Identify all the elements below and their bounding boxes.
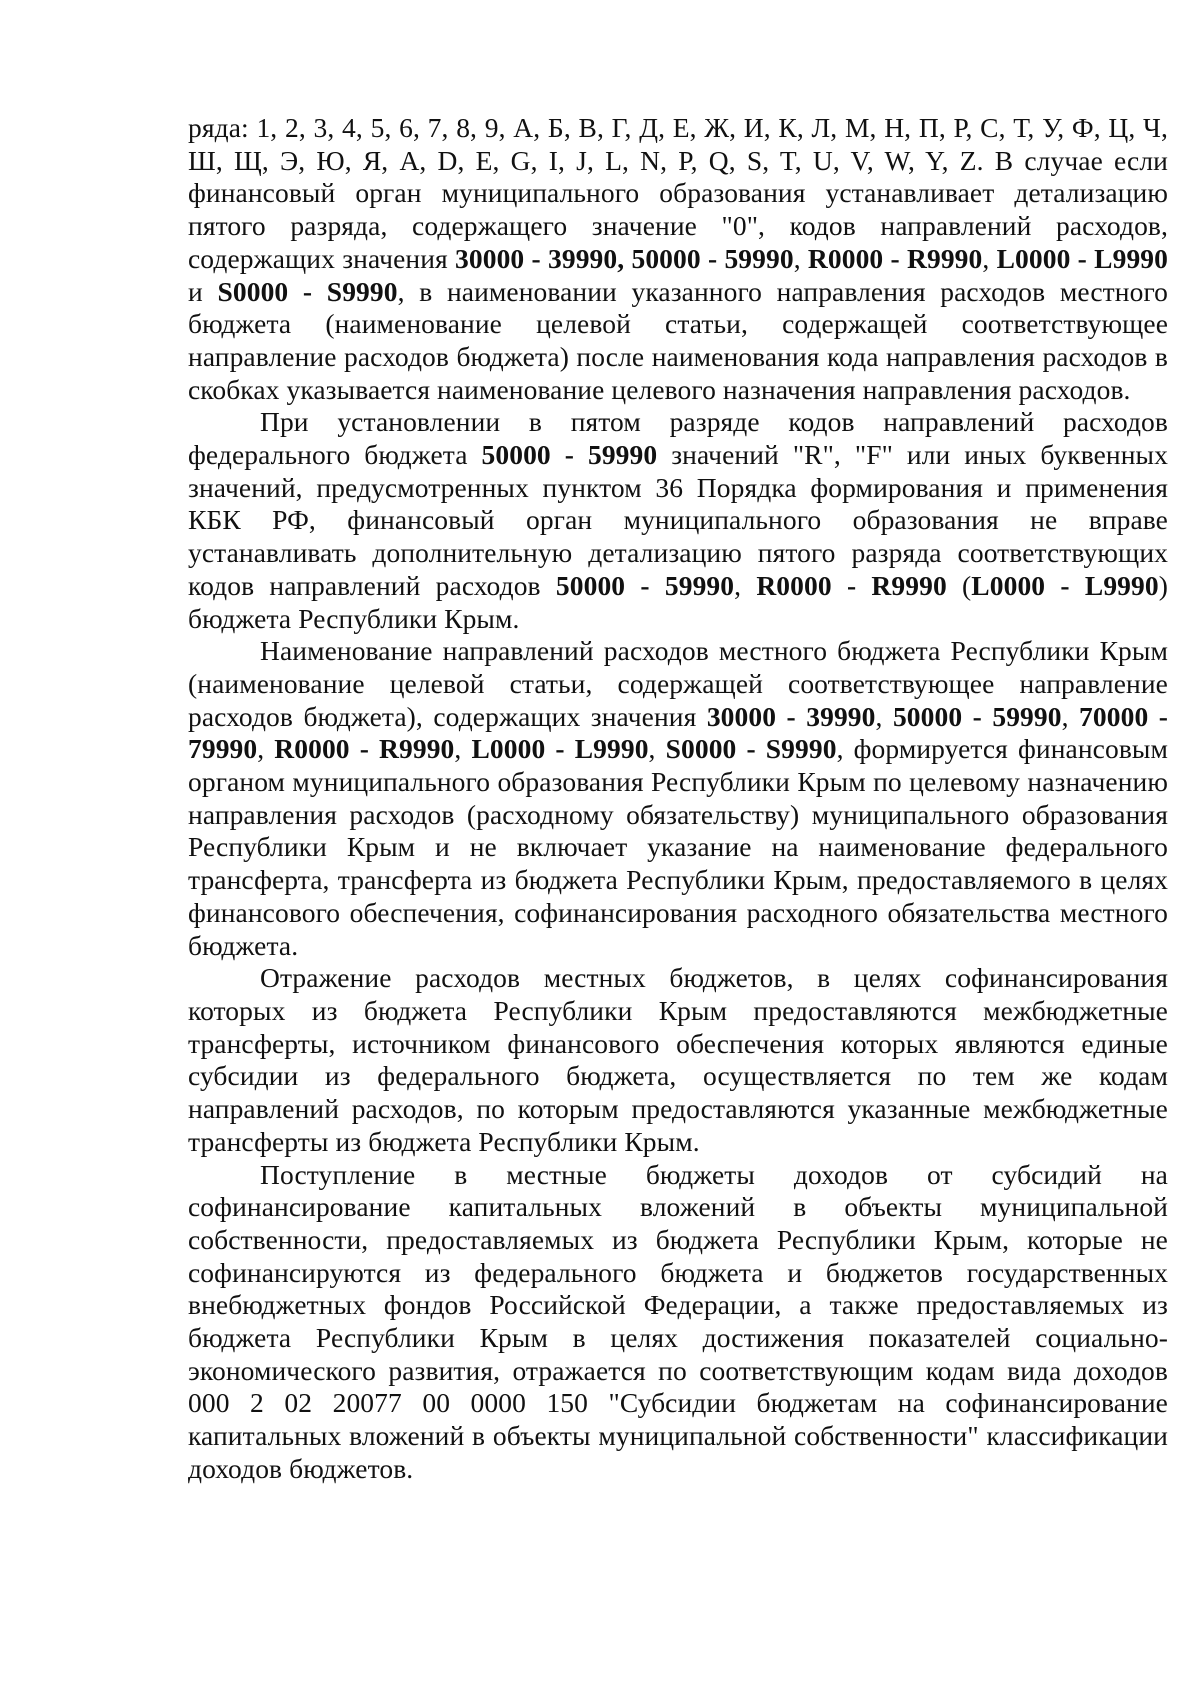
text-run: , [257,733,275,765]
text-run: Наименование направлений расходов местного бюджета Республики Крым (наименование целевой статьи, содержащей соответствующее направление расходов бюджета), содержащих значения [188,635,1168,732]
text-run: , [734,569,757,601]
bold-code-range: L0000 - L9990 [971,569,1159,601]
bold-code-range: L0000 - L9990 [471,733,649,765]
bold-code-range: 30000 - 39990, 50000 - 59990 [455,242,794,274]
paragraph-1 [188,112,1168,406]
text-run: ( [946,569,972,601]
bold-code-range: 30000 - 39990 [706,700,876,732]
text-run: , в наименовании указанного направления расходов местного бюджета (наименование целевой статьи, содержащей соответствующее направление расходов бюджета) после наименования кода направления расходов в скобках указывается наименование целевого назначения направления расходов. [188,275,1168,405]
paragraph-2 [188,406,1168,635]
text-run: значений "R", "F" или иных буквенных значений, предусмотренных пунктом 36 Порядка формирования и применения КБК РФ, финансовый орган муниципального образования не вправе устанавливать дополнительную детализацию пятого разряда соответствующих кодов направлений расходов [188,439,1168,601]
bold-code-range: R0000 - R9990 [807,242,983,274]
text-run: , [454,733,472,765]
bold-code-range: R0000 - R9990 [756,569,947,601]
paragraph-5 [188,1159,1168,1486]
text-run: , формируется финансовым органом муниципального образования Республики Крым по целевому назначению направления расходов (расходному обязательству) муниципального образования Республики Крым и не включает указание на наименование федерального трансферта, трансферта из бюджета Республики Крым, предоставляемого в целях финансового обеспечения, софинансирования расходного обязательства местного бюджета. [188,733,1168,961]
text-run: ) бюджета Республики Крым. [188,569,1168,634]
text-run: , [793,242,808,274]
bold-code-range: 50000 - 59990 [555,569,735,601]
document-body [188,112,1168,1486]
paragraph-3 [188,635,1168,962]
bold-code-range: S0000 - S9990 [665,733,837,765]
text-run: и [188,275,218,307]
text-run: ряда: 1, 2, 3, 4, 5, 6, 7, 8, 9, А, Б, В, Г, Д, Е, Ж, И, К, Л, М, Н, П, Р, С, Т, У, Ф, Ц, Ч, Ш, Щ, Э, Ю, Я, A, D, E, G, I, J, L, N, P, Q, S, T, U, V, W, Y, Z. В случае если финансовый орган муниципального образования устанавливает детализацию пятого разряда, содержащего значение "0", кодов направлений расходов, содержащих значения [188,112,1168,274]
text-run: Отражение расходов местных бюджетов, в целях софинансирования которых из бюджета Республики Крым предоставляются межбюджетные трансферты, источником финансового обеспечения которых являются единые субсидии из федерального бюджета, осуществляется по тем же кодам направлений расходов, по которым предоставляются указанные межбюджетные трансферты из бюджета Республики Крым. [188,962,1168,1157]
text-run: , [648,733,666,765]
bold-code-range: L0000 - L9990 [996,242,1169,274]
text-run: , [1061,700,1080,732]
bold-code-range: R0000 - R9990 [274,733,455,765]
bold-code-range: 50000 - 59990 [481,439,658,471]
text-run: Поступление в местные бюджеты доходов от субсидий на софинансирование капитальных вложений в объекты муниципальной собственности, предоставляемых из бюджета Республики Крым, которые не софинансируются из федерального бюджета и бюджетов государственных внебюджетных фондов Российской Федерации, а также предоставляемых из бюджета Республики Крым в целях достижения показателей социально-экономического развития, отражается по соответствующим кодам вида доходов 000 2 02 20077 00 0000 150 "Субсидии бюджетам на софинансирование капитальных вложений в объекты муниципальной собственности" классификации доходов бюджетов. [188,1158,1168,1484]
bold-code-range: S0000 - S9990 [217,275,398,307]
text-run: При установлении в пятом разряде кодов направлений расходов федерального бюджета [188,406,1168,471]
bold-code-range: 70000 - 79990 [188,700,1169,765]
text-run: , [982,242,997,274]
bold-code-range: 50000 - 59990 [892,700,1062,732]
paragraph-4 [188,962,1168,1158]
text-run: , [875,700,893,732]
